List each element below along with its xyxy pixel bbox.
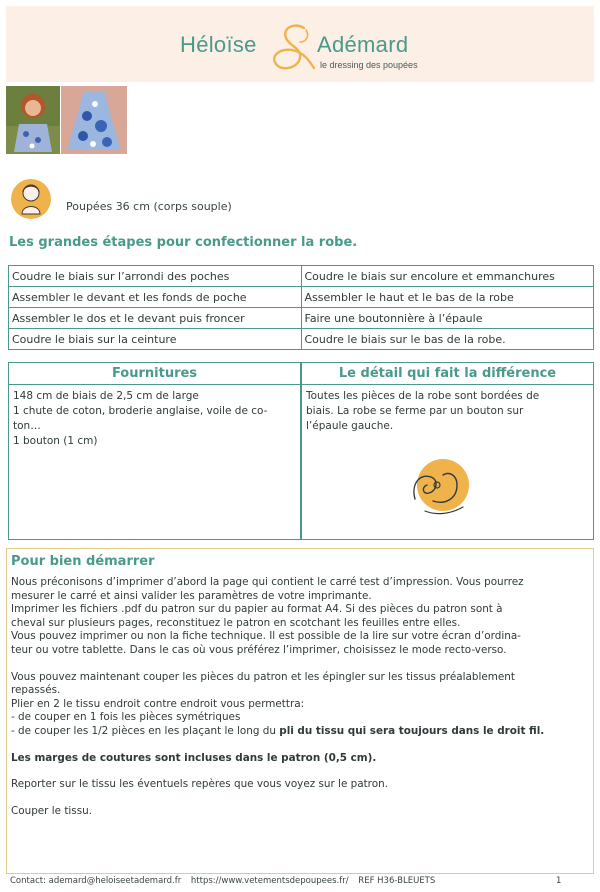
footer-site: https://www.vetementsdepoupees.fr/ [190, 876, 349, 886]
paragraph [11, 576, 589, 658]
page-number: 1 [556, 876, 562, 886]
table-row [9, 287, 594, 308]
step-cell: Coudre le biais sur encolure et emmanchures [301, 266, 594, 287]
text-line: - de couper les 1/2 pièces en les plaçant le long du [11, 724, 280, 737]
getting-started-title: Pour bien démarrer [11, 554, 155, 569]
getting-started-box [6, 548, 594, 874]
list-item: 1 bouton (1 cm) [13, 435, 98, 447]
steps-table [8, 265, 594, 350]
footer [10, 876, 562, 886]
dress-photo [61, 86, 127, 154]
doll-icon [10, 178, 52, 220]
table-row [9, 266, 594, 287]
detail-text [302, 385, 593, 438]
fournitures-title: Fournitures [9, 363, 300, 385]
table-row [9, 329, 594, 350]
doll-size-text: Poupées 36 cm (corps souple) [66, 200, 232, 213]
brand-name-left: Héloïse [180, 32, 257, 57]
text-line: Imprimer les fichiers .pdf du patron sur du papier au format A4. Si des pièces du patron sont à [11, 603, 503, 616]
detail-title: Le détail qui fait la différence [302, 363, 593, 385]
step-cell: Faire une boutonnière à l’épaule [301, 308, 594, 329]
paragraph [11, 671, 589, 739]
detail-line: l’épaule gauche. [306, 420, 394, 432]
text-line: repassés. [11, 684, 61, 697]
text-line: cheval sur plusieurs pages, reconstituez le patron en scotchant les feuilles entre elles. [11, 616, 461, 629]
detail-line: Toutes les pièces de la robe sont bordées de [306, 390, 540, 402]
paragraph: Couper le tissu. [11, 804, 93, 817]
text-line: Plier en 2 le tissu endroit contre endroit vous permettra: [11, 697, 305, 710]
step-cell: Assembler le haut et le bas de la robe [301, 287, 594, 308]
text-line: teur ou votre tablette. Dans le cas où vous préférez l’imprimer, choisissez le mode recto-verso. [11, 643, 507, 656]
detail-line: biais. La robe se ferme par un bouton sur [306, 405, 524, 417]
step-cell: Coudre le biais sur le bas de la robe. [301, 329, 594, 350]
header-banner [6, 6, 594, 82]
list-item: ton… [13, 420, 41, 432]
table-row [9, 308, 594, 329]
bold-text: pli du tissu qui sera toujours dans le droit fil. [279, 724, 545, 737]
text-line: - de couper en 1 fois les pièces symétriques [11, 711, 241, 724]
fournitures-list [9, 385, 300, 453]
detail-box [301, 362, 594, 540]
text-line: Vous pouvez maintenant couper les pièces du patron et les épingler sur les tissus préalablement [11, 670, 515, 683]
list-item: 1 chute de coton, broderie anglaise, voile de co- [13, 405, 268, 417]
list-item: 148 cm de biais de 2,5 cm de large [13, 390, 199, 402]
fournitures-box [8, 362, 301, 540]
seam-allowance-note: Les marges de coutures sont incluses dans le patron (0,5 cm). [11, 751, 377, 764]
button-shoulder-icon [405, 455, 475, 519]
text-line: Vous pouvez imprimer ou non la fiche technique. Il est possible de la lire sur votre écran d’ordina- [11, 630, 521, 643]
text-line: mesurer le carré et ainsi valider les paramètres de votre imprimante. [11, 589, 372, 602]
footer-contact: Contact: ademard@heloiseetademard.fr [10, 876, 182, 886]
text-line: Nous préconisons d’imprimer d’abord la page qui contient le carré test d’impression. Vous pourrez [11, 576, 524, 588]
paragraph [11, 752, 589, 766]
paragraph: Reporter sur le tissu les éventuels repères que vous voyez sur le patron. [11, 778, 388, 791]
brand-tagline: le dressing des poupées [320, 60, 418, 70]
steps-title: Les grandes étapes pour confectionner la robe. [9, 235, 358, 250]
step-cell: Coudre le biais sur la ceinture [9, 329, 302, 350]
step-cell: Assembler le dos et le devant puis froncer [9, 308, 302, 329]
step-cell: Assembler le devant et les fonds de poche [9, 287, 302, 308]
step-cell: Coudre le biais sur l’arrondi des poches [9, 266, 302, 287]
brand-name-right: Adémard [317, 32, 409, 57]
footer-ref: REF H36-BLEUETS [358, 876, 436, 886]
doll-photo-front [6, 86, 60, 154]
